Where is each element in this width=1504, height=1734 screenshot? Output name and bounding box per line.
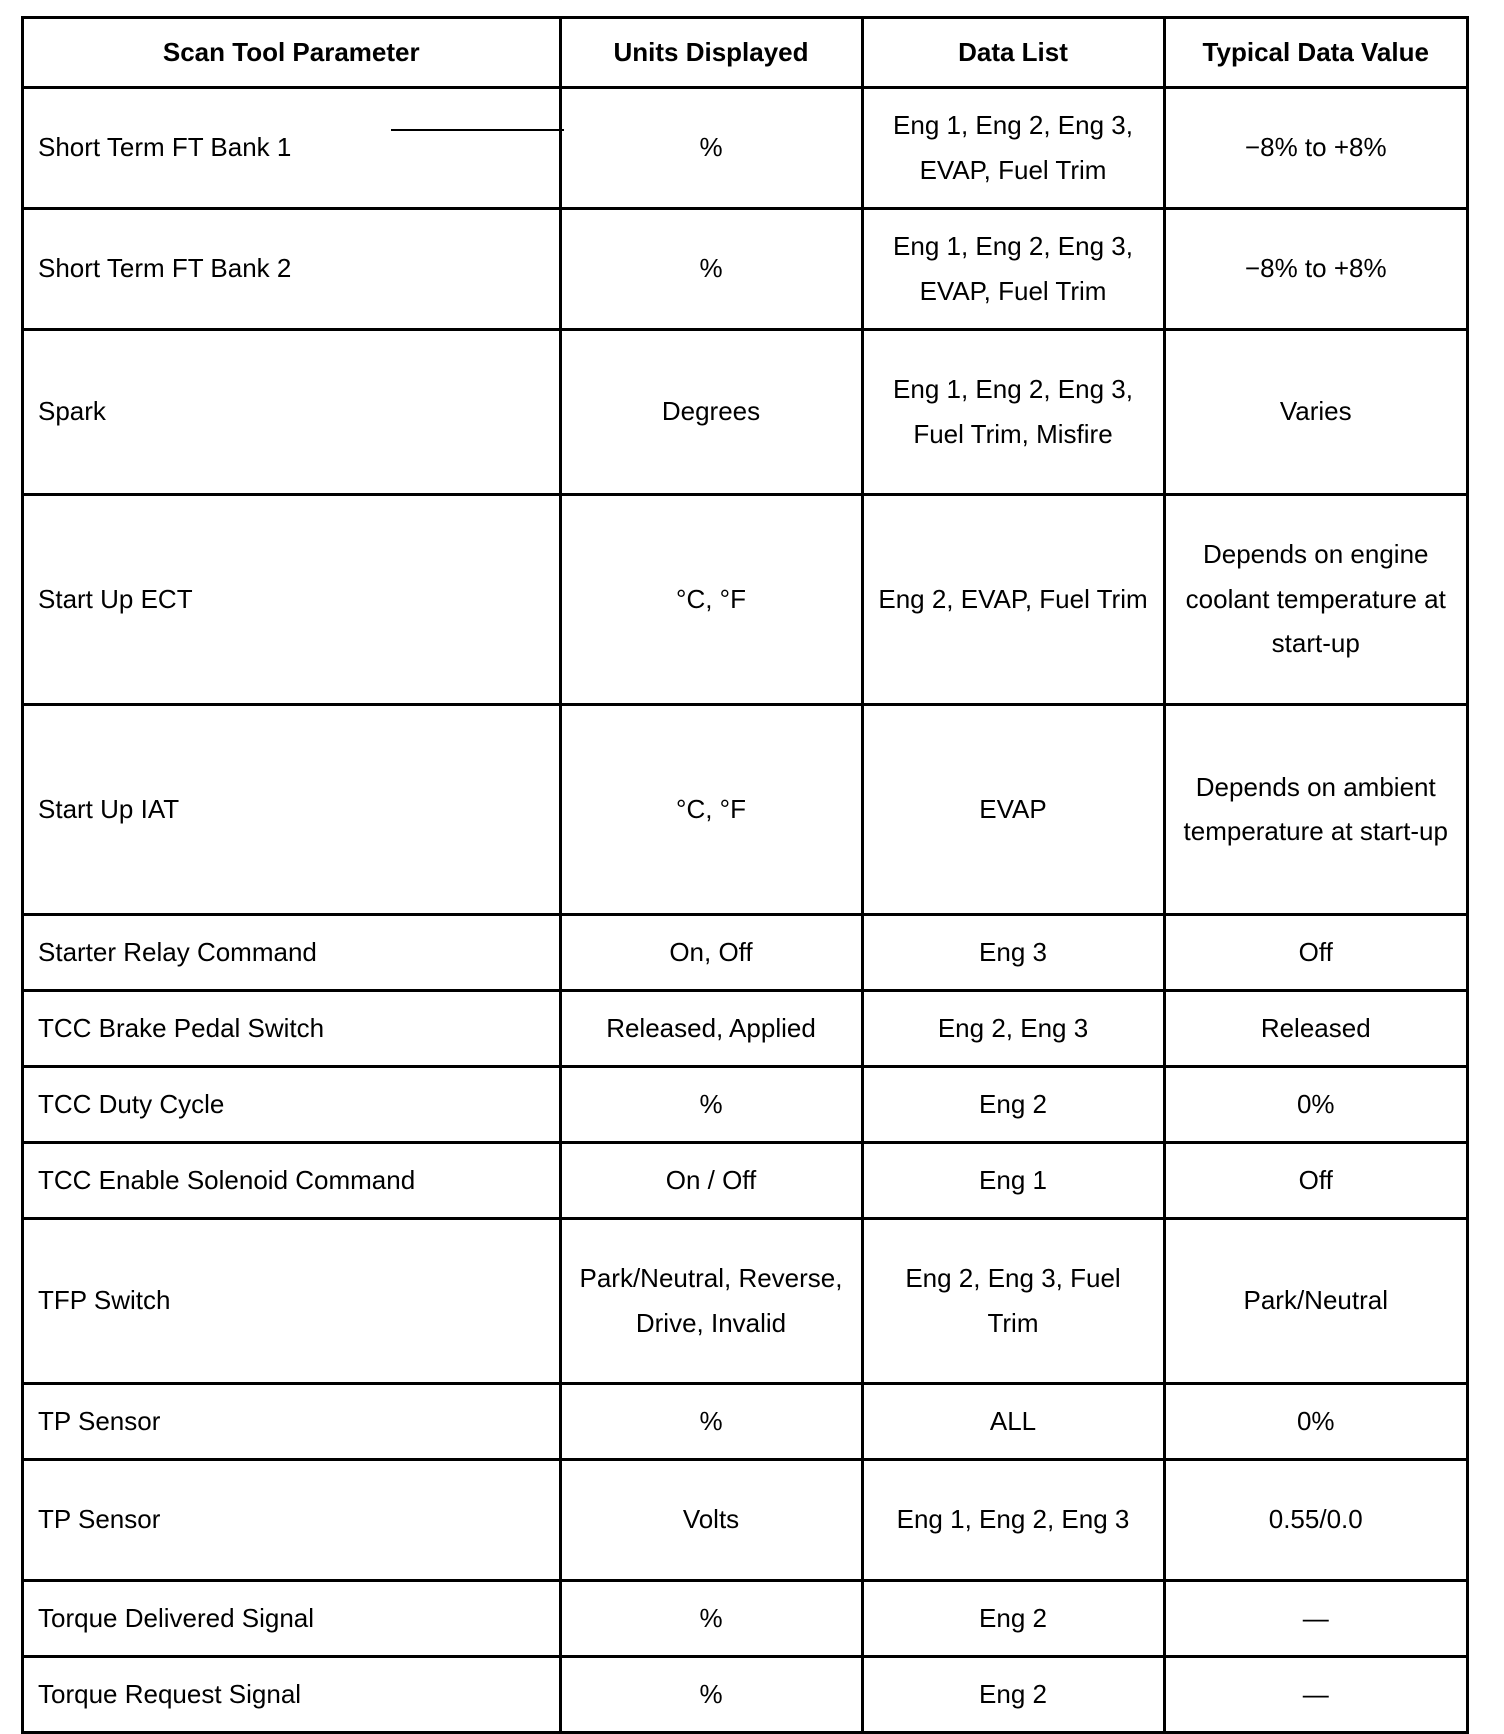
table-row: [24, 1383, 1466, 1459]
data-list-cell: Eng 2: [862, 1066, 1164, 1142]
table-row: [24, 1656, 1466, 1732]
parameter-cell: TP Sensor: [24, 1459, 560, 1580]
units-cell: %: [560, 208, 862, 329]
data-list-cell: Eng 1, Eng 2, Eng 3, EVAP, Fuel Trim: [862, 208, 1164, 329]
header-units-displayed: Units Displayed: [560, 19, 862, 87]
typical-value-cell: Off: [1164, 1142, 1466, 1218]
typical-value-cell: 0%: [1164, 1066, 1466, 1142]
typical-value-cell: −8% to +8%: [1164, 87, 1466, 208]
data-list-cell: Eng 1, Eng 2, Eng 3, Fuel Trim, Misfire: [862, 329, 1164, 494]
data-list-cell: EVAP: [862, 704, 1164, 914]
parameter-cell: Start Up IAT: [24, 704, 560, 914]
typical-value-cell: 0%: [1164, 1383, 1466, 1459]
typical-value-cell: 0.55/0.0: [1164, 1459, 1466, 1580]
data-list-cell: ALL: [862, 1383, 1164, 1459]
parameter-cell: Starter Relay Command: [24, 914, 560, 990]
table-row: [24, 1218, 1466, 1383]
units-cell: Released, Applied: [560, 990, 862, 1066]
units-cell: On, Off: [560, 914, 862, 990]
data-list-cell: Eng 1, Eng 2, Eng 3, EVAP, Fuel Trim: [862, 87, 1164, 208]
parameter-cell: TCC Duty Cycle: [24, 1066, 560, 1142]
typical-value-cell: Depends on ambient temperature at start-up: [1164, 704, 1466, 914]
data-list-cell: Eng 3: [862, 914, 1164, 990]
units-cell: On / Off: [560, 1142, 862, 1218]
scan-tool-data-table: [21, 16, 1469, 1734]
data-list-cell: Eng 2, EVAP, Fuel Trim: [862, 494, 1164, 704]
table-row: [24, 494, 1466, 704]
table-row: [24, 914, 1466, 990]
header-scan-tool-parameter: Scan Tool Parameter: [24, 19, 560, 87]
parameter-cell: Short Term FT Bank 2: [24, 208, 560, 329]
parameter-cell: TCC Brake Pedal Switch: [24, 990, 560, 1066]
typical-value-cell: Released: [1164, 990, 1466, 1066]
units-cell: Park/Neutral, Reverse, Drive, Invalid: [560, 1218, 862, 1383]
parameter-cell: TFP Switch: [24, 1218, 560, 1383]
decorative-rule: [391, 129, 564, 131]
data-list-cell: Eng 2, Eng 3, Fuel Trim: [862, 1218, 1164, 1383]
header-data-list: Data List: [862, 19, 1164, 87]
table-row: [24, 704, 1466, 914]
table-row: [24, 1459, 1466, 1580]
parameter-cell: TP Sensor: [24, 1383, 560, 1459]
header-typical-data-value: Typical Data Value: [1164, 19, 1466, 87]
parameter-cell: Torque Request Signal: [24, 1656, 560, 1732]
units-cell: %: [560, 87, 862, 208]
parameter-cell: Spark: [24, 329, 560, 494]
table-row: [24, 1142, 1466, 1218]
header-row: [24, 19, 1466, 87]
typical-value-cell: Varies: [1164, 329, 1466, 494]
table-row: [24, 990, 1466, 1066]
table-row: [24, 329, 1466, 494]
table-row: [24, 1580, 1466, 1656]
data-list-cell: Eng 2: [862, 1580, 1164, 1656]
parameter-cell: TCC Enable Solenoid Command: [24, 1142, 560, 1218]
parameter-cell: Short Term FT Bank 1: [24, 87, 560, 208]
units-cell: °C, °F: [560, 494, 862, 704]
units-cell: %: [560, 1580, 862, 1656]
units-cell: %: [560, 1383, 862, 1459]
table-row: [24, 87, 1466, 208]
typical-value-cell: —: [1164, 1656, 1466, 1732]
typical-value-cell: Depends on engine coolant temperature at start-up: [1164, 494, 1466, 704]
parameter-cell: Start Up ECT: [24, 494, 560, 704]
units-cell: Degrees: [560, 329, 862, 494]
units-cell: %: [560, 1066, 862, 1142]
typical-value-cell: Park/Neutral: [1164, 1218, 1466, 1383]
data-list-cell: Eng 1, Eng 2, Eng 3: [862, 1459, 1164, 1580]
units-cell: Volts: [560, 1459, 862, 1580]
data-list-cell: Eng 2: [862, 1656, 1164, 1732]
units-cell: %: [560, 1656, 862, 1732]
data-list-cell: Eng 1: [862, 1142, 1164, 1218]
data-list-cell: Eng 2, Eng 3: [862, 990, 1164, 1066]
parameter-cell: Torque Delivered Signal: [24, 1580, 560, 1656]
data-table: [24, 19, 1466, 1734]
table-row: [24, 1066, 1466, 1142]
typical-value-cell: —: [1164, 1580, 1466, 1656]
typical-value-cell: Off: [1164, 914, 1466, 990]
typical-value-cell: −8% to +8%: [1164, 208, 1466, 329]
table-row: [24, 208, 1466, 329]
units-cell: °C, °F: [560, 704, 862, 914]
